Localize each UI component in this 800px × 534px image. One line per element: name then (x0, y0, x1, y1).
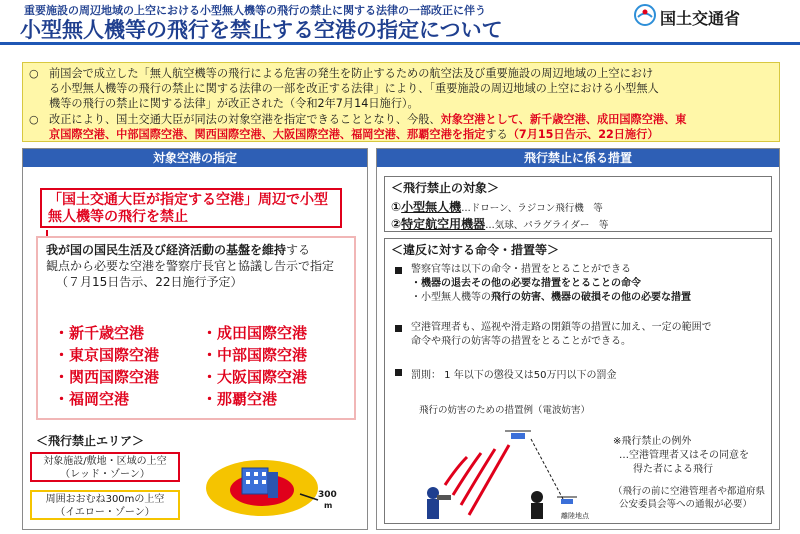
designation-desc-line-2: 観点から必要な空港を警察庁長官と協議し告示で指定 (46, 259, 335, 273)
area-title: ＜飛行禁止エリア＞ (36, 434, 145, 448)
measure-1a: ・機器の退去その他の必要な措置をとることの命令 (411, 278, 641, 289)
title-underline (0, 42, 800, 45)
airport-item: ・成田国際空港 (202, 324, 308, 342)
ministry-name: 国土交通省 (660, 9, 741, 28)
callout-line-1: 「国土交通大臣が指定する空港」周辺で小型 (48, 192, 328, 208)
intro-para-1 (49, 66, 659, 111)
penalty-text: 罰則： 1 年以下の懲役又は50万円以下の罰金 (411, 370, 617, 381)
intro-para-1-line-1: 前国会で成立した「無人航空機等の飛行による危害の発生を防止するための航空法及び重要施設の周辺地域の上空におけ (49, 67, 654, 80)
callout-text (42, 190, 340, 228)
exception-block (613, 435, 749, 477)
measure-2-line-1: 空港管理者も、巡视や滑走路の閉鎖等の措置に加え、一定の範囲で (411, 322, 712, 333)
measure-bullet-3 (395, 369, 402, 376)
target-2-number: ② (391, 217, 402, 231)
target-2-note: …気球、パラグライダー 等 (485, 220, 609, 231)
intro-bullet-2: ○ (29, 113, 39, 126)
officer-with-jammer-icon (427, 487, 451, 519)
measures-title: ＜違反に対する命令・措置等＞ (391, 243, 560, 257)
target-1-number: ① (391, 200, 402, 214)
facility-building-icon (242, 468, 278, 498)
intro-para-2-text: 改正により、国土交通大臣が同法の対象空港を指定できることとなり、今般、 (49, 113, 441, 126)
measures-box (384, 238, 772, 524)
landing-drone-icon (557, 497, 577, 504)
designation-desc-rest: する (286, 243, 311, 257)
red-zone-sublabel: （レッド・ゾーン） (60, 469, 150, 480)
intro-para-2 (49, 112, 777, 142)
callout-box (40, 188, 342, 228)
intro-para-2-red-2: 京国際空港、中部国際空港、関西国際空港、大阪国際空港、福岡空港、那覇空港を指定 (49, 128, 486, 141)
measure-bullet-2 (395, 325, 402, 332)
airport-item: ・中部国際空港 (202, 346, 308, 364)
measure-1b-pre: ・小型無人機等の (411, 292, 491, 303)
right-panel-heading: 飛行禁止に係る措置 (377, 149, 779, 167)
target-item-2 (391, 213, 608, 232)
mlit-logo-icon (634, 4, 656, 26)
header-subtitle: 重要施設の周辺地域の上空における小型無人機等の飛行の禁止に関する法律の一部改正に伴う (24, 4, 486, 17)
exception-title: ※飛行禁止の例外 (613, 436, 692, 447)
intro-para-1-line-2: る小型無人機等の飛行の禁止に関する法律の一部を改正する法律」により、「重要施設の周辺地域の上空における小型無人 (49, 82, 659, 95)
distance-unit: m (324, 501, 333, 510)
exception-body-1: …空港管理者又はその同意を (619, 450, 749, 461)
measure-1b-bold: 飛行の妨害、機器の破損その他の必要な措置 (491, 292, 691, 303)
airport-item: ・関西国際空港 (54, 368, 160, 386)
intro-para-2-red-3: （7月15日告示、22日施行） (507, 128, 659, 141)
drone-icon (505, 431, 531, 439)
measure-2-line-2: 命令や飛行の妨害等の措置をとることができる。 (411, 336, 631, 347)
airport-item: ・大阪国際空港 (202, 368, 308, 386)
intro-para-2-text-2: する (485, 128, 508, 141)
airport-list-box (36, 236, 356, 420)
target-1-main: 小型無人機 (401, 200, 462, 214)
distance-label: 300 (318, 490, 337, 500)
landing-point-label: 離陸地点 (561, 512, 589, 520)
exception-note (613, 485, 765, 511)
designation-description (46, 242, 334, 290)
target-2-main: 特定航空用機器 (401, 217, 486, 231)
red-zone-legend (30, 452, 180, 482)
targets-box (384, 176, 772, 232)
example-caption: 飛行の妨害のための措置例（電波妨害） (419, 405, 591, 416)
callout-line-2: 無人機等の飛行を禁止 (48, 209, 188, 225)
airport-item: ・東京国際空港 (54, 346, 160, 364)
radio-wave-icon (445, 445, 509, 515)
measure-1 (411, 263, 691, 305)
yellow-zone-legend (30, 490, 180, 520)
intro-para-2-red-1: 対象空港として、新千歳空港、成田国際空港、東 (440, 113, 687, 126)
exception-note-2: 公安委員会等への通報が必要） (619, 499, 753, 510)
airport-item: ・福岡空港 (54, 390, 130, 408)
exception-note-1: （飛行の前に空港管理者や都道府県 (613, 486, 766, 497)
intro-bullet-1: ○ (29, 67, 39, 80)
drone-path (531, 439, 563, 499)
red-zone-label: 対象施設/敷地・区域の上空 (43, 456, 167, 467)
page-title: 小型無人機等の飛行を禁止する空港の指定について (20, 18, 503, 42)
left-panel-heading: 対象空港の指定 (23, 149, 367, 167)
operator-icon (531, 491, 543, 519)
yellow-zone-label: 周囲おおむね300mの上空 (45, 494, 165, 505)
measure-2 (411, 321, 712, 349)
measure-1-text: 警察官等は以下の命令・措置をとることができる (411, 264, 631, 275)
target-1-note: …ドローン、ラジコン飛行機 等 (461, 203, 603, 214)
zone-illustration (200, 450, 350, 526)
designation-desc-line-3: （７月15日告示、22日施行予定） (56, 275, 243, 289)
targets-title: ＜飛行禁止の対象＞ (391, 181, 500, 195)
intro-box (22, 62, 780, 142)
designation-desc-bold: 我が国の国民生活及び経済活動の基盤を維持 (46, 243, 287, 257)
airport-item: ・新千歳空港 (54, 324, 145, 342)
measure-bullet-1 (395, 267, 402, 274)
yellow-zone-sublabel: （イエロー・ゾーン） (55, 507, 155, 518)
airport-item: ・那覇空港 (202, 390, 278, 408)
intro-para-1-line-3: 機等の飛行の禁止に関する法律」が改正された（令和2年7月14日施行）。 (49, 97, 419, 110)
exception-body-2: 得た者による飛行 (633, 464, 713, 475)
jamming-illustration (405, 415, 605, 521)
